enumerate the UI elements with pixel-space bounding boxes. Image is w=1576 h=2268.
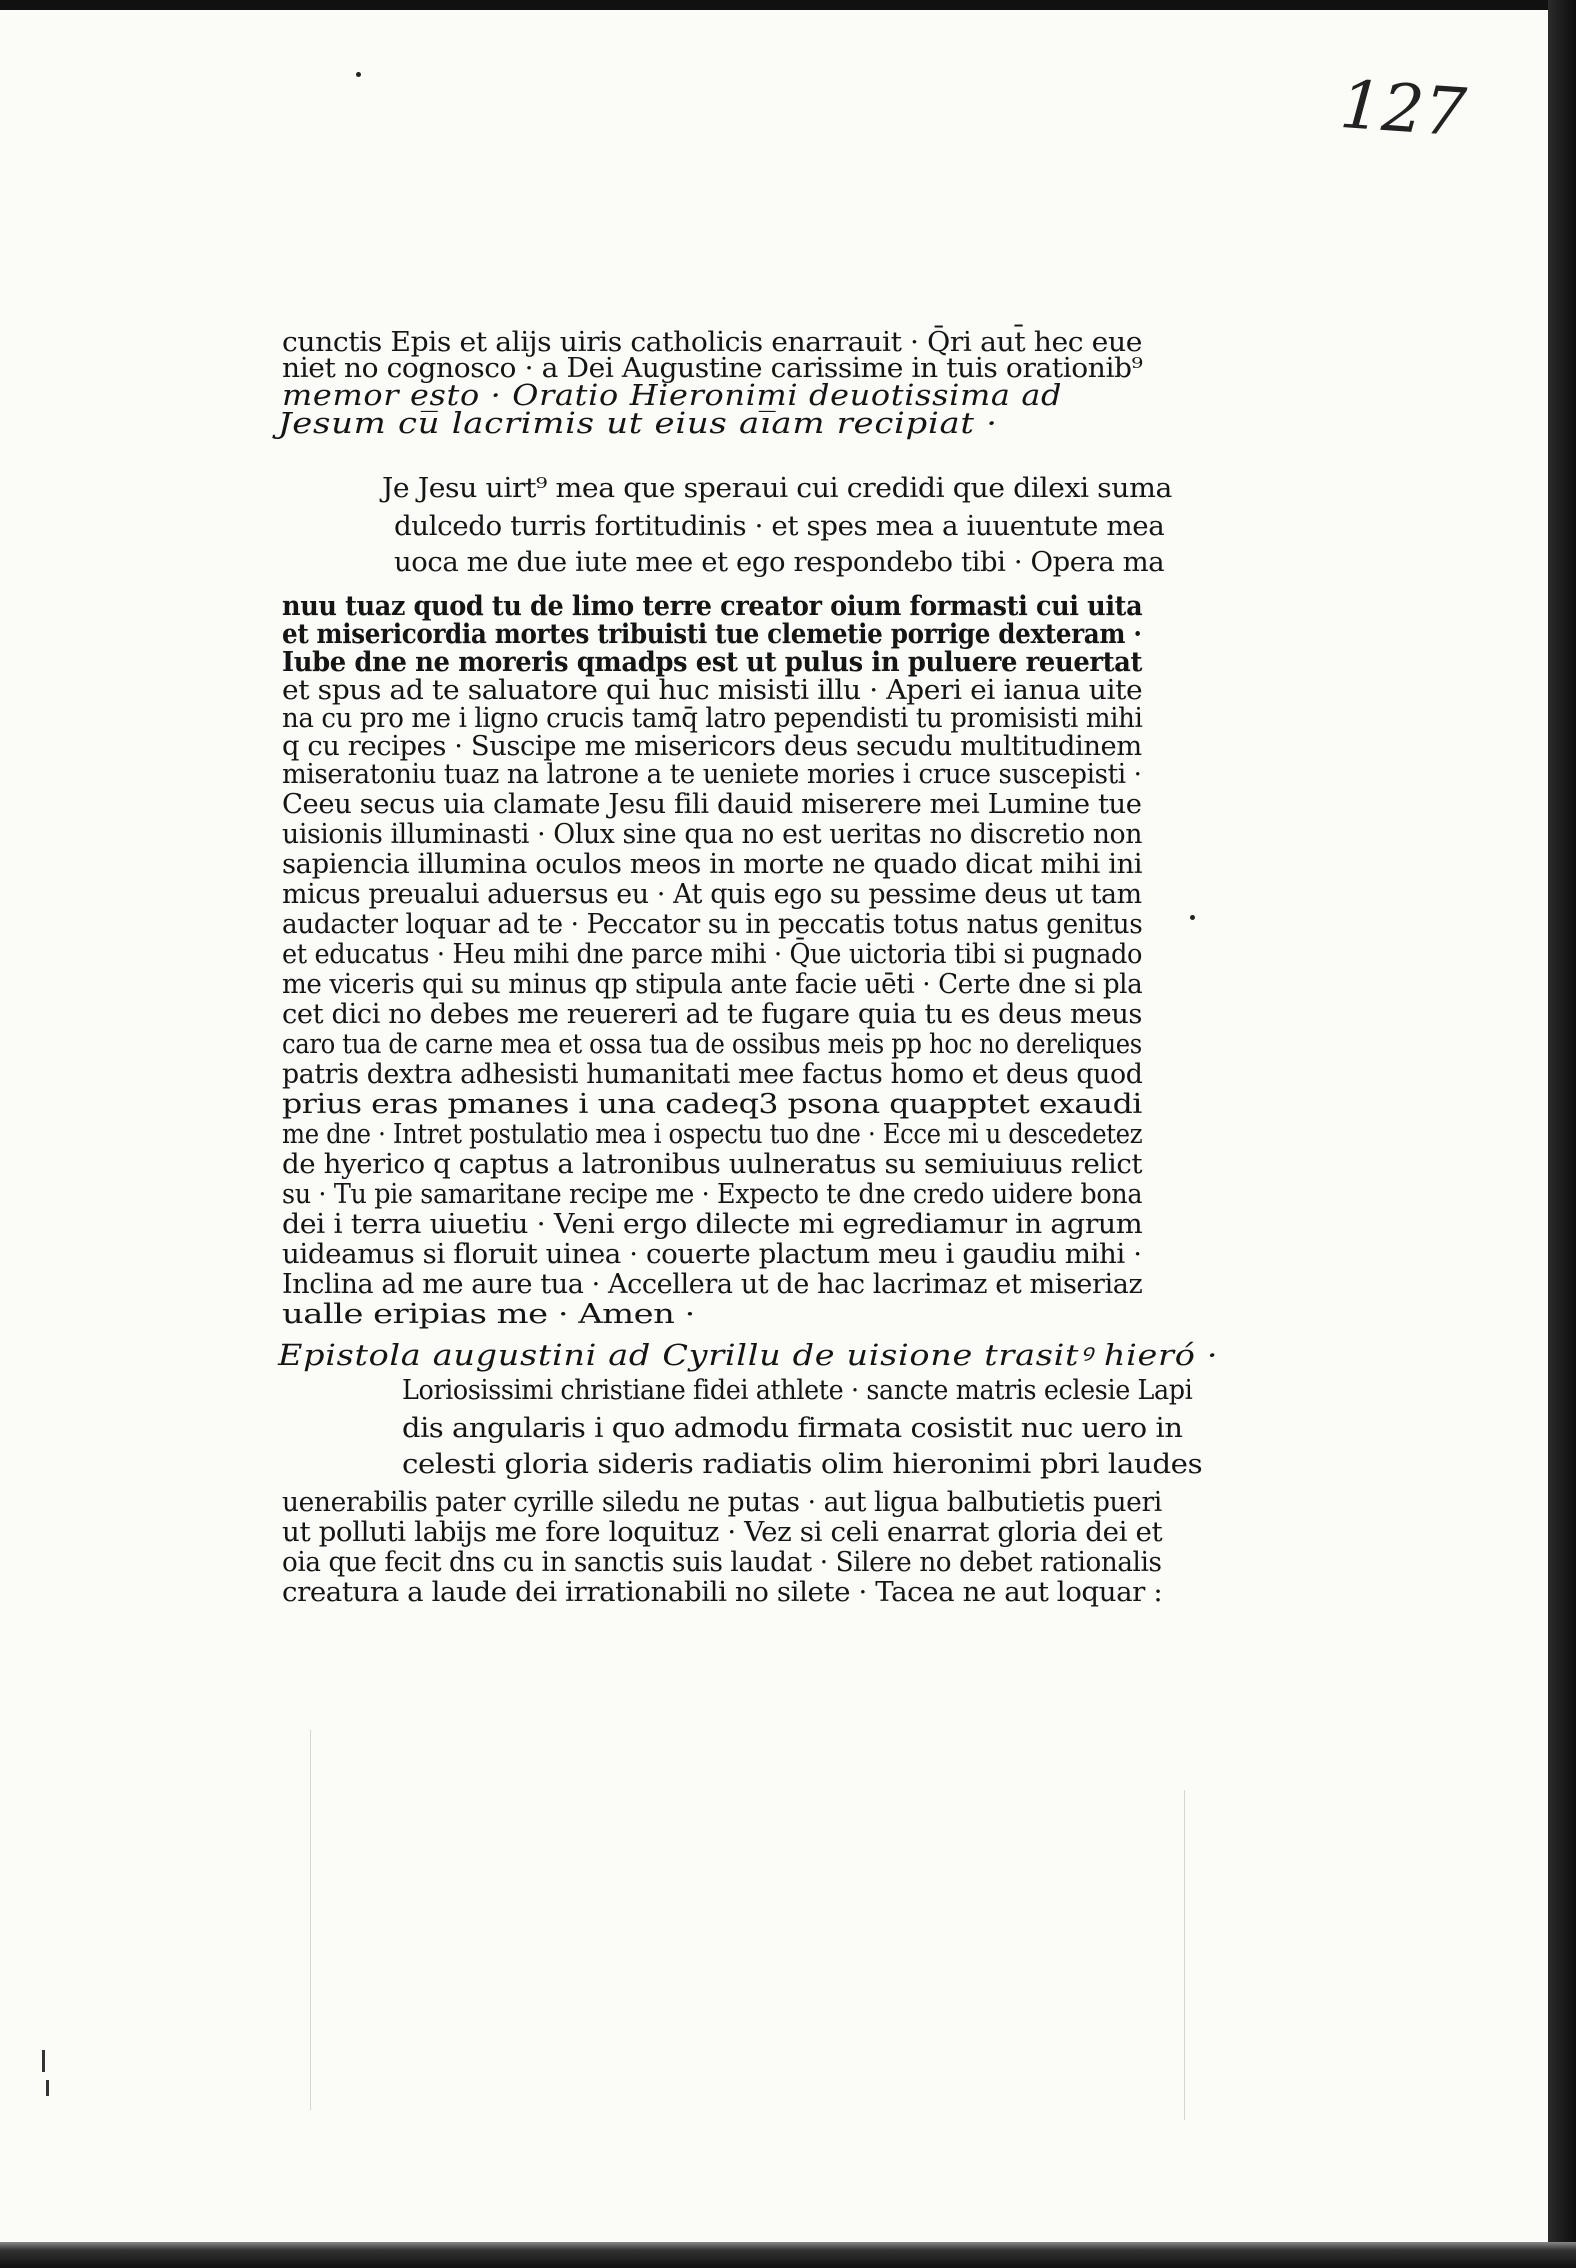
text-line: caro tua de carne mea et ossa tua de ossibus meis pp hoc no dereliques	[282, 1029, 1142, 1060]
text-line: prius eras pmanes i una cadeq3 psona quapptet exaudi	[282, 1089, 1142, 1120]
text-line: Inclina ad me aure tua · Accellera ut de hac lacrimaz et miseriaz	[282, 1269, 1143, 1300]
text-line: na cu pro me i ligno crucis tamq̄ latro pependisti tu promisisti mihi	[282, 703, 1143, 734]
ruling-line	[310, 1730, 311, 2110]
text-line: celesti gloria sideris radiatis olim hieronimi pbri laudes	[402, 1449, 1203, 1480]
margin-mark	[46, 2080, 49, 2096]
text-line: micus preualui aduersus eu · At quis ego su pessime deus ut tam	[282, 879, 1142, 910]
ink-dot	[356, 72, 361, 77]
text-line: audacter loquar ad te · Peccator su in peccatis totus natus genitus	[282, 909, 1143, 940]
text-line: cunctis Epis et alijs uiris catholicis enarrauit · Q̄ri aut̄ hec eue	[282, 327, 1142, 358]
text-line: et educatus · Heu mihi dne parce mihi · Q̄ue uictoria tibi si pugnado	[282, 939, 1143, 970]
text-line: creatura a laude dei irrationabili no silete · Tacea ne aut loquar :	[282, 1577, 1163, 1608]
text-line: me dne · Intret postulatio mea i ospectu tuo dne · Ecce mi u descedetez	[282, 1119, 1143, 1150]
folio-number: 127	[1337, 65, 1469, 152]
text-line: oia que fecit dns cu in sanctis suis laudat · Silere no debet rationalis	[282, 1547, 1162, 1578]
page-edge	[1548, 0, 1576, 2268]
text-line: Loriosissimi christiane fidei athlete · sancte matris eclesie Lapi	[402, 1375, 1193, 1406]
text-line: Ceeu secus uia clamate Jesu fili dauid miserere mei Lumine tue	[282, 789, 1142, 820]
text-line: de hyerico q captus a latronibus uulneratus su semiuiuus relict	[282, 1149, 1143, 1180]
text-line: nuu tuaz quod tu de limo terre creator oium formasti cui uita	[282, 591, 1143, 622]
text-line: niet no cognosco · a Dei Augustine carissime in tuis orationib⁹	[282, 353, 1143, 384]
text-line: Epistola augustini ad Cyrillu de uisione trasitꝰ hieró ·	[278, 1338, 1219, 1372]
text-line: cet dici no debes me reuereri ad te fugare quia tu es deus meus	[282, 999, 1142, 1030]
text-line: Je Jesu uirt⁹ mea que speraui cui credidi que dilexi suma	[382, 473, 1172, 504]
bottom-edge	[0, 2242, 1576, 2268]
text-line: ualle eripias me · Amen ·	[282, 1299, 695, 1330]
text-line: uoca me due iute mee et ego respondebo tibi · Opera ma	[394, 547, 1165, 578]
ruling-line	[1184, 1790, 1185, 2120]
text-line: su · Tu pie samaritane recipe me · Expecto te dne credo uidere bona	[282, 1179, 1143, 1210]
text-line: q cu recipes · Suscipe me misericors deus secudu multitudinem	[282, 731, 1142, 762]
ink-dot	[1190, 915, 1195, 920]
text-line: et spus ad te saluatore qui huc misisti illu · Aperi ei ianua uite	[282, 675, 1143, 706]
margin-mark	[42, 2050, 45, 2072]
text-line: sapiencia illumina oculos meos in morte ne quado dicat mihi ini	[282, 849, 1143, 880]
text-line: ut polluti labijs me fore loquituz · Vez si celi enarrat gloria dei et	[282, 1517, 1163, 1548]
text-line: memor esto · Oratio Hieronimi deuotissima ad	[282, 378, 1063, 412]
text-line: et misericordia mortes tribuisti tue clemetie porrige dexteram ·	[282, 619, 1142, 650]
text-line: miseratoniu tuaz na latrone a te ueniete mories i cruce suscepisti ·	[282, 759, 1142, 790]
text-line: Iube dne ne moreris qmadps est ut pulus in puluere reuertat	[282, 647, 1143, 678]
text-line: dei i terra uiuetiu · Veni ergo dilecte mi egrediamur in agrum	[282, 1209, 1143, 1240]
text-line: dis angularis i quo admodu firmata cosistit nuc uero in	[402, 1413, 1183, 1444]
text-line: uisionis illuminasti · Olux sine qua no est ueritas no discretio non	[282, 819, 1143, 850]
manuscript-page	[0, 10, 1554, 2242]
text-line: dulcedo turris fortitudinis · et spes mea a iuuentute mea	[394, 511, 1165, 542]
text-line: me viceris qui su minus qp stipula ante facie uēti · Certe dne si pla	[282, 969, 1143, 1000]
text-line: uideamus si floruit uinea · couerte plactum meu i gaudiu mihi ·	[282, 1239, 1142, 1270]
text-line: uenerabilis pater cyrille siledu ne putas · aut ligua balbutietis pueri	[282, 1487, 1162, 1518]
text-line: Jesum cu̅ lacrimis ut eius ai̅am recipiat ·	[278, 406, 998, 440]
text-line: patris dextra adhesisti humanitati mee factus homo et deus quod	[282, 1059, 1143, 1090]
